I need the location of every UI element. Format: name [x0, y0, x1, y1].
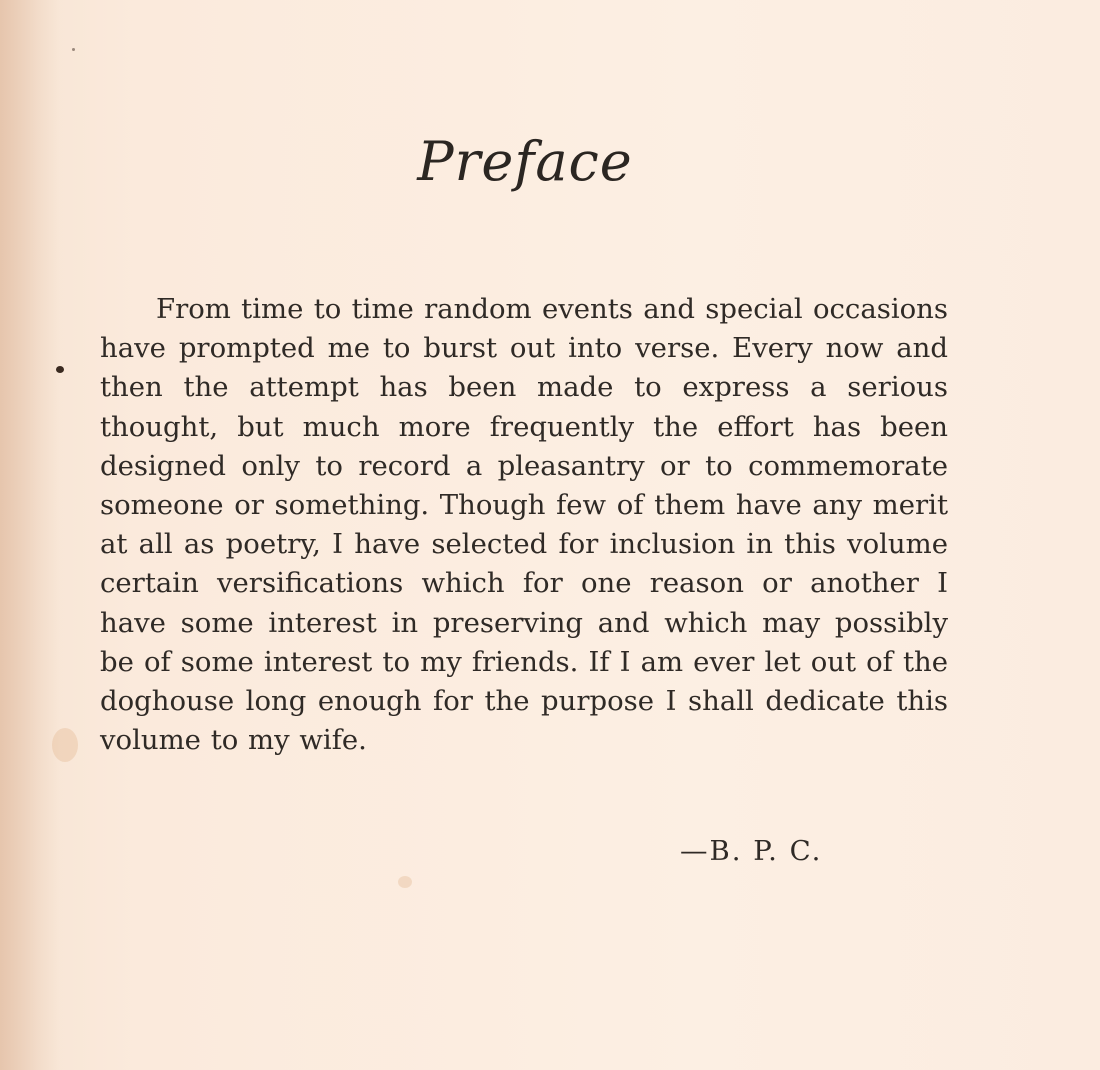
paper-stain: [398, 876, 412, 888]
paper-stain: [52, 728, 78, 762]
preface-paragraph: From time to time random events and special occasions have prompted me to burst out into verse. Every now and then the attempt has been made to express a serious thought, but much more frequently the effort has been designed only to record a pleasantry or to commemorate someone or something. Though few of them have any merit at all as poetry, I have selected for inclusion in this volume certain versifications which for one reason or another I have some interest in preserving and which may possibly be of some interest to my friends. If I am ever let out of the doghouse long enough for the purpose I shall dedicate this volume to my wife.: [100, 293, 948, 757]
page-title: Preface: [417, 130, 633, 193]
ink-speck: [56, 366, 64, 373]
author-signature: —B. P. C.: [680, 835, 823, 867]
ink-speck: [72, 48, 75, 51]
